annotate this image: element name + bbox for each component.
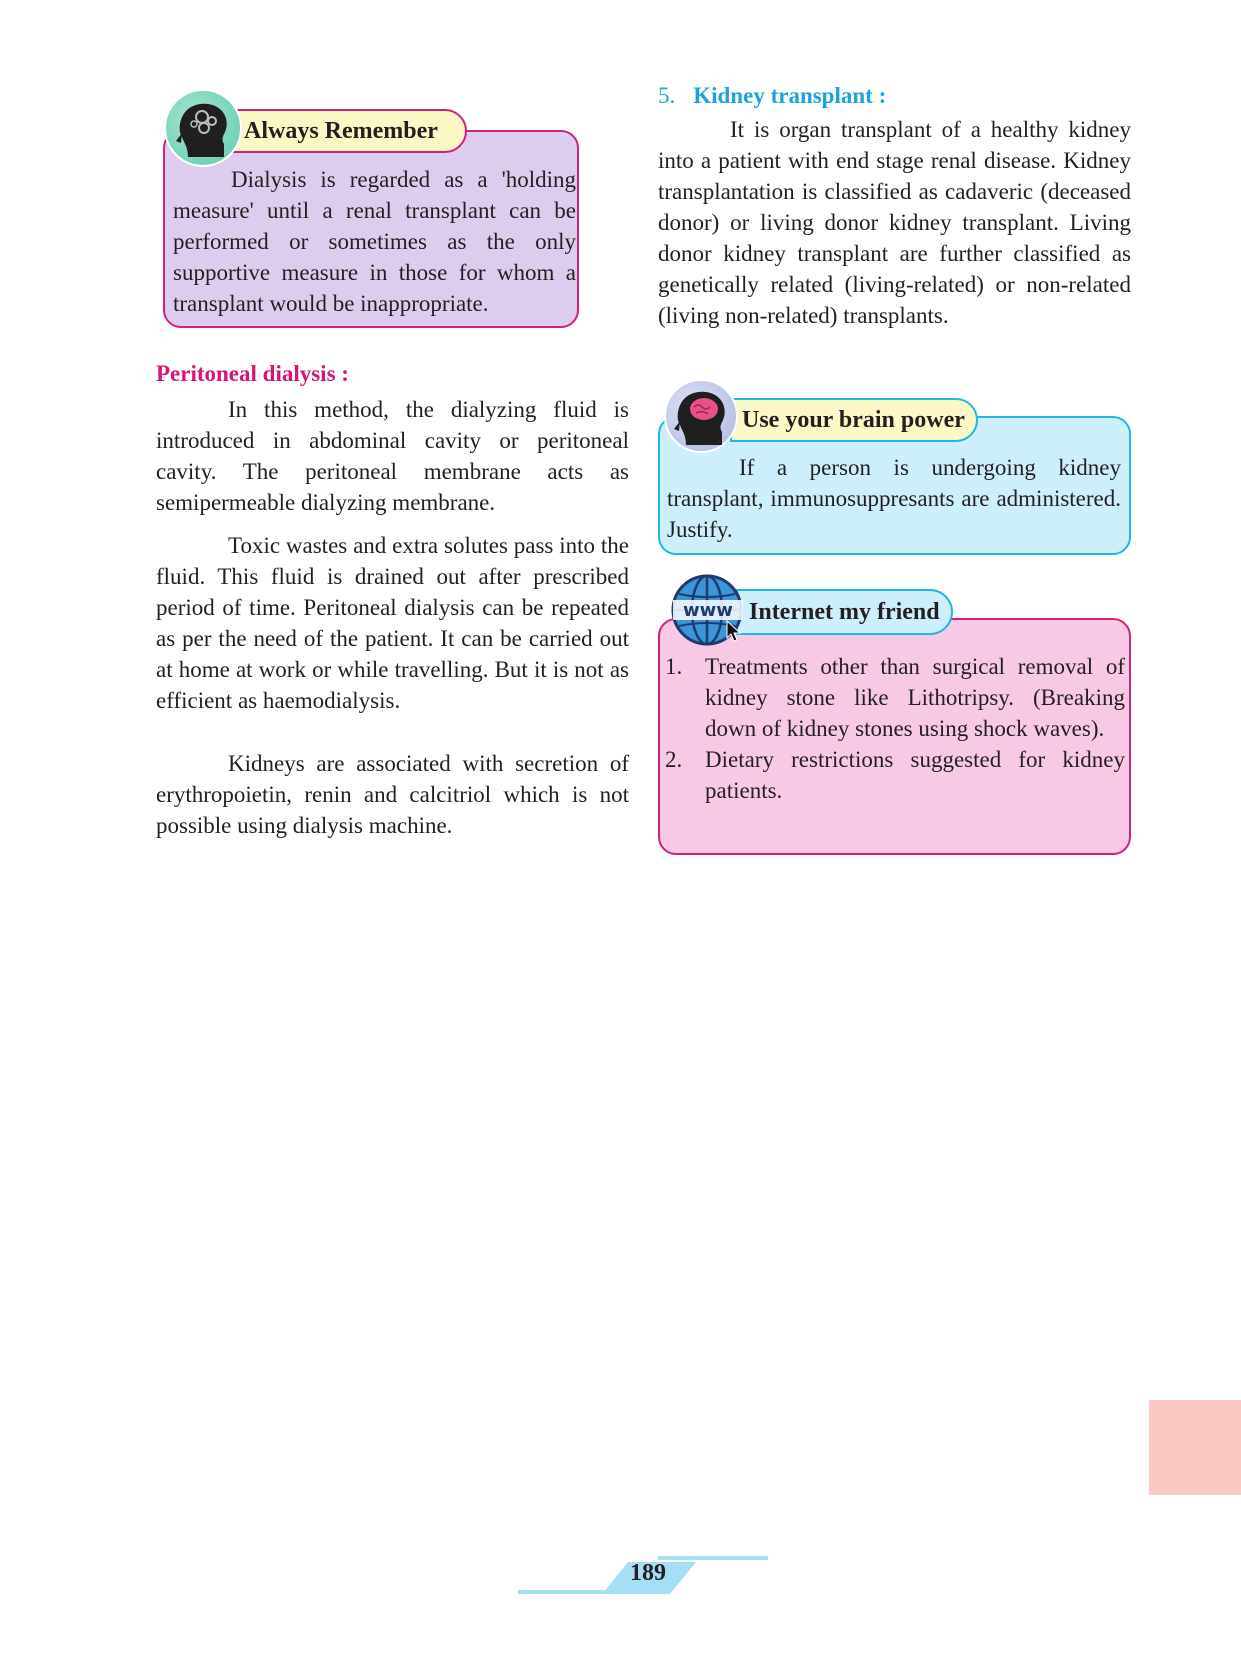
internet-list xyxy=(665,651,1125,806)
list-item xyxy=(665,651,1125,744)
page-number: 189 xyxy=(630,1560,666,1586)
list-item-text: Treatments other than surgical removal of kidney stone like Lithotripsy. (Breaking down of kidney stones using shock waves). xyxy=(705,654,1125,741)
always-remember-text: Dialysis is regarded as a 'holding measure' until a renal transplant can be performed or sometimes as the only supportive measure in those for whom a transplant would be inappropriate. xyxy=(173,167,576,316)
brain-power-text: If a person is undergoing kidney transplant, immunosuppresants are administered. Justify. xyxy=(667,455,1121,542)
peritoneal-paragraph-3: Kidneys are associated with secretion of erythropoietin, renin and calcitriol which is not possible using dialysis machine. xyxy=(156,751,629,838)
peritoneal-dialysis-heading: Peritoneal dialysis : xyxy=(156,361,349,386)
kidney-transplant-heading xyxy=(658,83,886,109)
cursor-icon xyxy=(726,620,742,642)
head-gears-icon xyxy=(164,89,242,167)
list-item xyxy=(665,744,1125,806)
kidney-transplant-title: Kidney transplant : xyxy=(693,83,887,108)
page-number-banner xyxy=(518,1556,768,1596)
list-item-number: 1. xyxy=(665,654,683,679)
brain-power-tag: Use your brain power xyxy=(730,398,978,442)
globe-www-text: www xyxy=(683,600,733,621)
section-number: 5. xyxy=(658,83,676,108)
peritoneal-paragraph-1: In this method, the dialyzing fluid is introduced in abdominal cavity or peritoneal cavity. The peritoneal membrane acts as semipermeable dialyzing membrane. xyxy=(156,397,629,515)
always-remember-tag: Always Remember xyxy=(220,109,467,153)
kidney-transplant-text: It is organ transplant of a healthy kidney into a patient with end stage renal disease. Kidney transplantation is classified as cadaveric (deceased donor) or living donor kidney transplant. Living donor kidney transplant are further classified as genetically related (living-related) or non-related (living non-related) transplants. xyxy=(658,117,1131,328)
list-item-number: 2. xyxy=(665,747,683,772)
head-brain-icon xyxy=(664,379,738,453)
internet-my-friend-tag: Internet my friend xyxy=(736,589,953,635)
list-item-text: Dietary restrictions suggested for kidney patients. xyxy=(705,747,1125,803)
peritoneal-paragraph-2: Toxic wastes and extra solutes pass into the fluid. This fluid is drained out after prescribed period of time. Peritoneal dialysis can be repeated as per the need of the patient. It can be carried out at home at work or while travelling. But it is not as efficient as haemodialysis. xyxy=(156,533,629,713)
chapter-side-tab xyxy=(1149,1400,1241,1495)
